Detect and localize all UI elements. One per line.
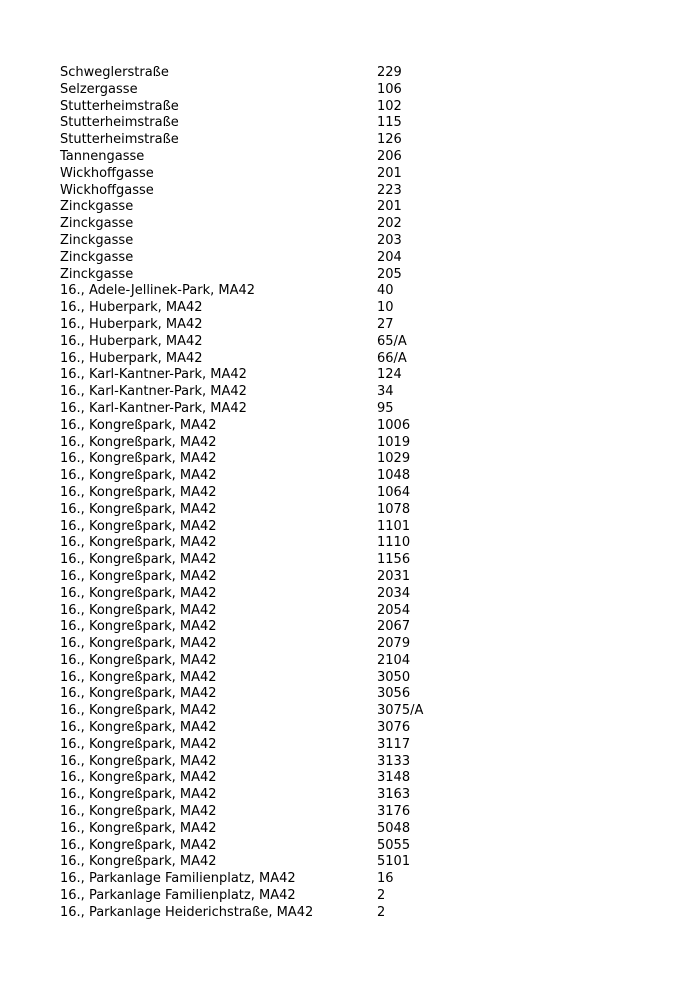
list-item bbox=[60, 115, 660, 132]
list-item bbox=[60, 451, 660, 468]
list-item bbox=[60, 199, 660, 216]
location-number: 102 bbox=[377, 98, 402, 114]
location-number: 2054 bbox=[377, 602, 411, 618]
list-item bbox=[60, 754, 660, 771]
location-name: 16., Kongreßpark, MA42 bbox=[60, 652, 217, 668]
list-item bbox=[60, 250, 660, 267]
location-name: 16., Kongreßpark, MA42 bbox=[60, 518, 217, 534]
location-number: 5048 bbox=[377, 820, 411, 836]
location-name: Selzergasse bbox=[60, 81, 138, 97]
location-number: 3176 bbox=[377, 804, 411, 820]
list-item bbox=[60, 283, 660, 300]
location-number: 205 bbox=[377, 266, 402, 282]
location-number: 3056 bbox=[377, 686, 411, 702]
location-number: 1110 bbox=[377, 535, 411, 551]
location-number: 95 bbox=[377, 400, 394, 416]
list-item bbox=[60, 485, 660, 502]
list-item bbox=[60, 703, 660, 720]
list-item bbox=[60, 351, 660, 368]
location-number: 27 bbox=[377, 316, 394, 332]
location-number: 203 bbox=[377, 232, 402, 248]
location-number: 10 bbox=[377, 300, 394, 316]
location-name: Tannengasse bbox=[60, 148, 145, 164]
list-item bbox=[60, 149, 660, 166]
location-number: 229 bbox=[377, 65, 402, 80]
location-name: Wickhoffgasse bbox=[60, 182, 154, 198]
list-item bbox=[60, 401, 660, 418]
location-name: Zinckgasse bbox=[60, 216, 134, 232]
location-name: 16., Huberpark, MA42 bbox=[60, 350, 203, 366]
address-list bbox=[60, 65, 660, 922]
location-number: 223 bbox=[377, 182, 402, 198]
location-name: 16., Kongreßpark, MA42 bbox=[60, 837, 217, 853]
location-number: 3117 bbox=[377, 736, 411, 752]
location-name: 16., Kongreßpark, MA42 bbox=[60, 585, 217, 601]
location-name: 16., Kongreßpark, MA42 bbox=[60, 720, 217, 736]
location-name: 16., Kongreßpark, MA42 bbox=[60, 434, 217, 450]
location-name: 16., Huberpark, MA42 bbox=[60, 333, 203, 349]
location-number: 40 bbox=[377, 283, 394, 299]
list-item bbox=[60, 418, 660, 435]
location-name: 16., Huberpark, MA42 bbox=[60, 300, 203, 316]
location-number: 2079 bbox=[377, 636, 411, 652]
location-number: 1156 bbox=[377, 552, 411, 568]
location-number: 65/A bbox=[377, 333, 407, 349]
location-name: 16., Kongreßpark, MA42 bbox=[60, 535, 217, 551]
list-item bbox=[60, 854, 660, 871]
location-number: 202 bbox=[377, 216, 402, 232]
location-name: Zinckgasse bbox=[60, 266, 134, 282]
list-item bbox=[60, 569, 660, 586]
list-item bbox=[60, 905, 660, 922]
location-name: 16., Kongreßpark, MA42 bbox=[60, 568, 217, 584]
list-item bbox=[60, 535, 660, 552]
list-item bbox=[60, 502, 660, 519]
location-name: 16., Huberpark, MA42 bbox=[60, 316, 203, 332]
location-number: 2067 bbox=[377, 619, 411, 635]
list-item bbox=[60, 586, 660, 603]
location-name: 16., Kongreßpark, MA42 bbox=[60, 669, 217, 685]
location-number: 1101 bbox=[377, 518, 411, 534]
location-number: 66/A bbox=[377, 350, 407, 366]
list-item bbox=[60, 334, 660, 351]
location-number: 2031 bbox=[377, 568, 411, 584]
location-name: 16., Kongreßpark, MA42 bbox=[60, 854, 217, 870]
location-name: 16., Karl-Kantner-Park, MA42 bbox=[60, 367, 247, 383]
list-item bbox=[60, 686, 660, 703]
location-name: Schweglerstraße bbox=[60, 65, 169, 80]
location-number: 5055 bbox=[377, 837, 411, 853]
location-name: Zinckgasse bbox=[60, 199, 134, 215]
location-number: 206 bbox=[377, 148, 402, 164]
location-name: 16., Kongreßpark, MA42 bbox=[60, 787, 217, 803]
location-name: 16., Kongreßpark, MA42 bbox=[60, 451, 217, 467]
location-name: Zinckgasse bbox=[60, 249, 134, 265]
location-name: 16., Parkanlage Familienplatz, MA42 bbox=[60, 888, 296, 904]
location-number: 126 bbox=[377, 132, 402, 148]
location-name: Stutterheimstraße bbox=[60, 98, 179, 114]
location-name: 16., Kongreßpark, MA42 bbox=[60, 468, 217, 484]
list-item bbox=[60, 838, 660, 855]
list-item bbox=[60, 367, 660, 384]
list-item bbox=[60, 787, 660, 804]
list-item bbox=[60, 166, 660, 183]
list-item bbox=[60, 132, 660, 149]
list-item bbox=[60, 65, 660, 82]
list-item bbox=[60, 888, 660, 905]
location-number: 1019 bbox=[377, 434, 411, 450]
location-number: 204 bbox=[377, 249, 402, 265]
location-number: 2104 bbox=[377, 652, 411, 668]
location-number: 3163 bbox=[377, 787, 411, 803]
list-item bbox=[60, 183, 660, 200]
list-item bbox=[60, 519, 660, 536]
location-number: 3075/A bbox=[377, 703, 424, 719]
location-name: 16., Kongreßpark, MA42 bbox=[60, 820, 217, 836]
list-item bbox=[60, 619, 660, 636]
location-name: 16., Kongreßpark, MA42 bbox=[60, 619, 217, 635]
location-number: 2034 bbox=[377, 585, 411, 601]
list-item bbox=[60, 468, 660, 485]
list-item bbox=[60, 267, 660, 284]
location-name: 16., Karl-Kantner-Park, MA42 bbox=[60, 384, 247, 400]
list-item bbox=[60, 871, 660, 888]
list-item bbox=[60, 636, 660, 653]
location-name: 16., Kongreßpark, MA42 bbox=[60, 686, 217, 702]
location-name: 16., Kongreßpark, MA42 bbox=[60, 753, 217, 769]
list-item bbox=[60, 233, 660, 250]
location-name: 16., Karl-Kantner-Park, MA42 bbox=[60, 400, 247, 416]
location-name: 16., Kongreßpark, MA42 bbox=[60, 552, 217, 568]
location-number: 1048 bbox=[377, 468, 411, 484]
location-name: 16., Kongreßpark, MA42 bbox=[60, 703, 217, 719]
list-item bbox=[60, 737, 660, 754]
location-number: 2 bbox=[377, 904, 386, 920]
list-item bbox=[60, 653, 660, 670]
list-item bbox=[60, 603, 660, 620]
location-number: 2 bbox=[377, 888, 386, 904]
location-name: 16., Adele-Jellinek-Park, MA42 bbox=[60, 283, 256, 299]
location-number: 1078 bbox=[377, 501, 411, 517]
location-number: 115 bbox=[377, 115, 402, 131]
list-item bbox=[60, 552, 660, 569]
location-number: 16 bbox=[377, 871, 394, 887]
location-number: 201 bbox=[377, 199, 402, 215]
location-number: 106 bbox=[377, 81, 402, 97]
location-number: 5101 bbox=[377, 854, 411, 870]
location-number: 3148 bbox=[377, 770, 411, 786]
location-name: 16., Kongreßpark, MA42 bbox=[60, 804, 217, 820]
location-name: 16., Parkanlage Heiderichstraße, MA42 bbox=[60, 904, 314, 920]
list-item bbox=[60, 384, 660, 401]
location-number: 1064 bbox=[377, 484, 411, 500]
location-name: 16., Kongreßpark, MA42 bbox=[60, 501, 217, 517]
location-name: 16., Parkanlage Familienplatz, MA42 bbox=[60, 871, 296, 887]
location-number: 3076 bbox=[377, 720, 411, 736]
list-item bbox=[60, 670, 660, 687]
location-number: 3050 bbox=[377, 669, 411, 685]
location-number: 201 bbox=[377, 165, 402, 181]
location-name: Zinckgasse bbox=[60, 232, 134, 248]
location-name: 16., Kongreßpark, MA42 bbox=[60, 417, 217, 433]
list-item bbox=[60, 99, 660, 116]
location-name: Wickhoffgasse bbox=[60, 165, 154, 181]
list-item bbox=[60, 821, 660, 838]
location-number: 3133 bbox=[377, 753, 411, 769]
list-item bbox=[60, 317, 660, 334]
list-item bbox=[60, 720, 660, 737]
location-name: 16., Kongreßpark, MA42 bbox=[60, 602, 217, 618]
location-number: 34 bbox=[377, 384, 394, 400]
list-item bbox=[60, 804, 660, 821]
location-number: 124 bbox=[377, 367, 402, 383]
list-item bbox=[60, 216, 660, 233]
location-number: 1006 bbox=[377, 417, 411, 433]
location-name: Stutterheimstraße bbox=[60, 115, 179, 131]
list-item bbox=[60, 435, 660, 452]
location-name: 16., Kongreßpark, MA42 bbox=[60, 636, 217, 652]
location-name: 16., Kongreßpark, MA42 bbox=[60, 736, 217, 752]
list-item bbox=[60, 770, 660, 787]
location-name: 16., Kongreßpark, MA42 bbox=[60, 484, 217, 500]
location-name: Stutterheimstraße bbox=[60, 132, 179, 148]
location-name: 16., Kongreßpark, MA42 bbox=[60, 770, 217, 786]
list-item bbox=[60, 82, 660, 99]
list-item bbox=[60, 300, 660, 317]
location-number: 1029 bbox=[377, 451, 411, 467]
